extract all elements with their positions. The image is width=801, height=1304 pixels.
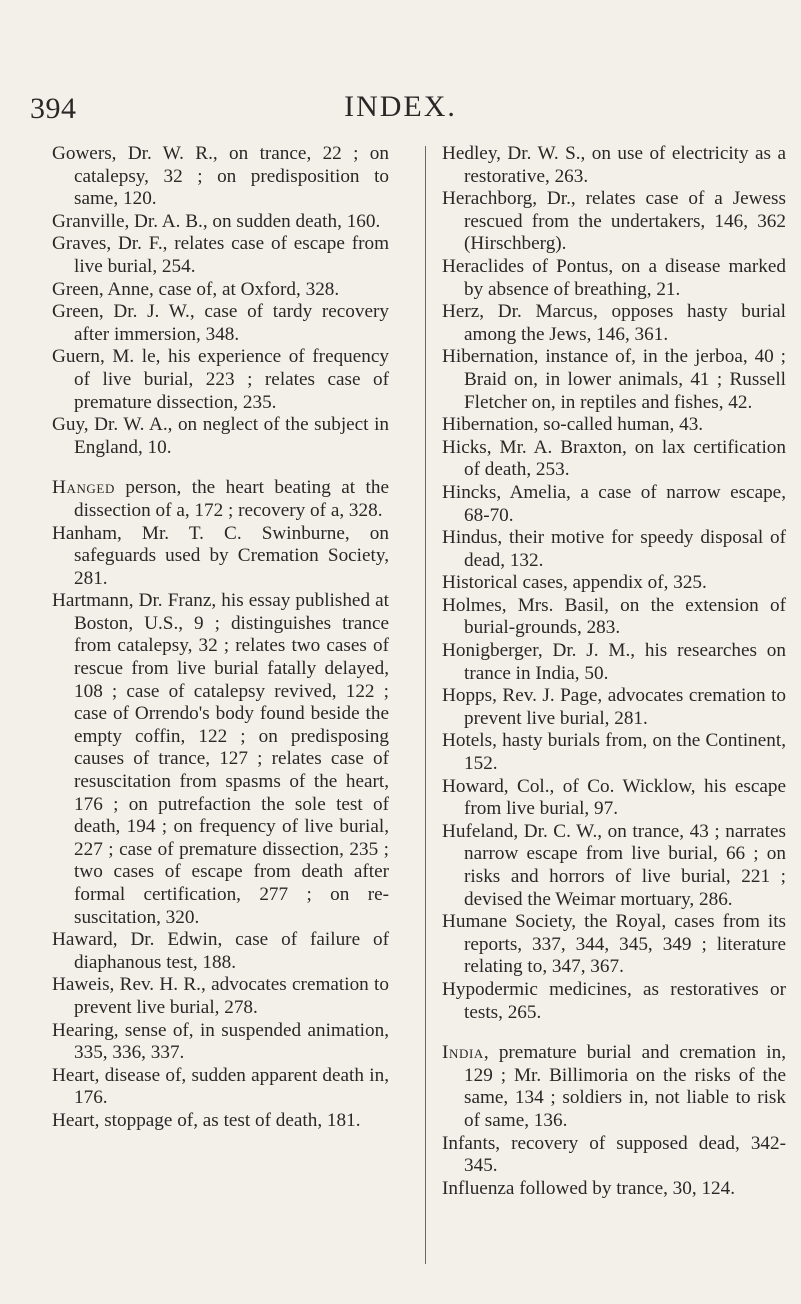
- left-column: [52, 143, 389, 1133]
- index-entry: Green, Dr. J. W., case of tardy recovery after immersion, 348.: [52, 301, 389, 345]
- index-entry: Hanged person, the heart beating at the dissection of a, 172 ; recovery of a, 328.: [52, 477, 389, 521]
- index-entry: Heraclides of Pontus, on a disease marked by absence of breathing, 21.: [442, 255, 786, 300]
- entry-lead: Hanged: [52, 477, 115, 499]
- column-divider: [425, 146, 426, 1264]
- index-entry: Haweis, Rev. H. R., advocates cremation to prevent live burial, 278.: [52, 974, 389, 1018]
- index-entry: Guy, Dr. W. A., on neglect of the subject in England, 10.: [52, 414, 389, 458]
- index-entry: Hartmann, Dr. Franz, his essay published at Boston, U.S., 9 ; distinguishes trance from catalepsy, 32 ; relates two cases of rescue from live burial fatally delayed, 108 ; case of catalepsy revived, 122 ; case of Orrendo's body found beside the empty coffin, 122 ; on predisposing causes of trance, 127 ; relates case of resuscitation from spasms of the heart, 176 ; on putrefaction the sole test of death, 194 ; on frequency of live burial, 227 ; case of premature dissection, 235 ; two cases of escape from death after formal certification, 277 ; on resuscitation, 320.: [52, 590, 389, 928]
- index-entry: Infants, recovery of supposed dead, 342-345.: [442, 1132, 786, 1177]
- page-number: 394: [30, 92, 77, 125]
- index-entry: India, premature burial and cremation in, 129 ; Mr. Billimoria on the risks of the same, 134 ; soldiers in, not liable to risk of same, 136.: [442, 1042, 786, 1131]
- entry-lead: India: [442, 1042, 484, 1064]
- index-entry: Herz, Dr. Marcus, opposes hasty burial among the Jews, 146, 361.: [442, 301, 786, 345]
- index-entry: Hibernation, so-called human, 43.: [442, 414, 704, 436]
- index-entry: Hotels, hasty burials from, on the Continent, 152.: [442, 730, 786, 775]
- index-entry: Hypodermic medicines, as restoratives or tests, 265.: [442, 978, 786, 1023]
- index-entry: Hopps, Rev. J. Page, advocates cremation to prevent live burial, 281.: [442, 685, 786, 729]
- index-entry: Hufeland, Dr. C. W., on trance, 43 ; narrates narrow escape from live burial, 66 ; on risks and horrors of live burial, 221 ; devised the Weimar mortuary, 286.: [442, 820, 786, 910]
- index-entry: Hearing, sense of, in suspended animation, 335, 336, 337.: [52, 1019, 389, 1064]
- index-entry: Hindus, their motive for speedy disposal of dead, 132.: [442, 527, 786, 571]
- index-entry: Heart, disease of, sudden apparent death in, 176.: [52, 1064, 389, 1109]
- index-entry: Green, Anne, case of, at Oxford, 328.: [52, 278, 340, 300]
- running-head: INDEX.: [344, 90, 457, 123]
- index-entry: Humane Society, the Royal, cases from its reports, 337, 344, 345, 349 ; literature relating to, 347, 367.: [442, 911, 786, 978]
- index-entry: Historical cases, appendix of, 325.: [442, 572, 707, 594]
- index-entry: Honigberger, Dr. J. M., his researches on trance in India, 50.: [442, 640, 786, 684]
- index-entry: Holmes, Mrs. Basil, on the extension of burial-grounds, 283.: [442, 594, 786, 639]
- index-entry: Haward, Dr. Edwin, case of failure of diaphanous test, 188.: [52, 929, 389, 973]
- index-entry: Hibernation, instance of, in the jerboa, 40 ; Braid on, in lower animals, 41 ; Russell Fletcher on, in reptiles and fishes, 42.: [442, 346, 786, 413]
- index-entry: Gowers, Dr. W. R., on trance, 22 ; on catalepsy, 32 ; on predisposition to same, 120.: [52, 143, 389, 210]
- index-entry: Heart, stoppage of, as test of death, 181.: [52, 1109, 361, 1131]
- index-entry: Influenza followed by trance, 30, 124.: [442, 1177, 736, 1199]
- index-entry: Guern, M. le, his experience of frequency of live burial, 223 ; relates case of premature dissection, 235.: [52, 346, 389, 413]
- index-entry: Hicks, Mr. A. Braxton, on lax certification of death, 253.: [442, 436, 786, 481]
- index-entry: Hedley, Dr. W. S., on use of electricity as a restorative, 263.: [442, 143, 786, 187]
- index-entry: Graves, Dr. F., relates case of escape from live burial, 254.: [52, 233, 389, 277]
- index-entry: Granville, Dr. A. B., on sudden death, 160.: [52, 210, 381, 232]
- index-entry: Herachborg, Dr., relates case of a Jewess rescued from the undertakers, 146, 362 (Hirschberg).: [442, 188, 786, 255]
- index-entry: Howard, Col., of Co. Wicklow, his escape from live burial, 97.: [442, 775, 786, 820]
- right-column: [442, 143, 786, 1200]
- index-entry: Hincks, Amelia, a case of narrow escape, 68-70.: [442, 481, 786, 526]
- index-entry: Hanham, Mr. T. C. Swinburne, on safeguards used by Cremation Society, 281.: [52, 522, 389, 589]
